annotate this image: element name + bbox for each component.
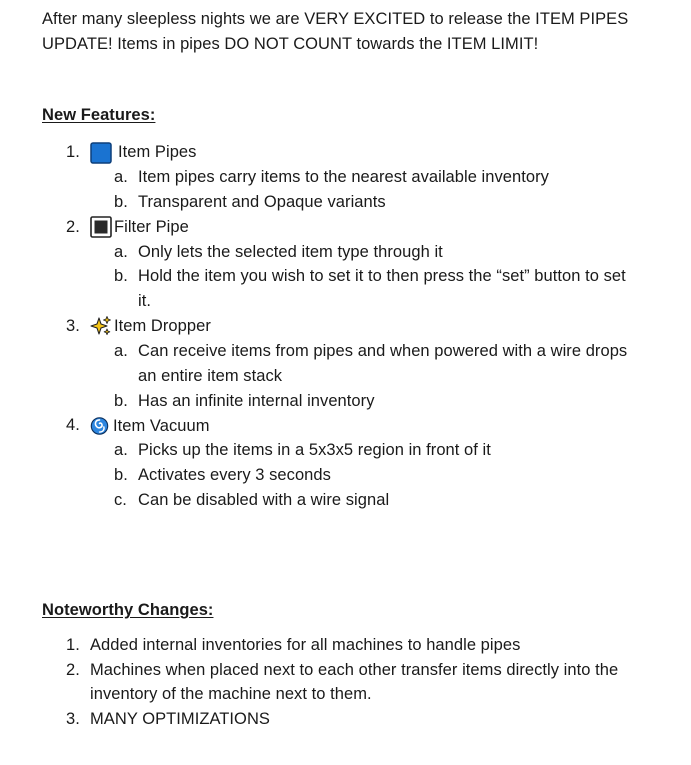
list-item: a. Only lets the selected item type through it — [114, 242, 443, 261]
list-item: b. Hold the item you wish to set it to then press the “set” button to set it. — [114, 267, 626, 311]
list-item: a. Picks up the items in a 5x3x5 region in front of it — [114, 441, 491, 460]
feature-title: Filter Pipe — [114, 217, 189, 236]
list-number: 3. — [66, 709, 80, 728]
sub-list — [114, 339, 642, 413]
blue-square-icon — [90, 142, 112, 164]
list-item: b. Transparent and Opaque variants — [114, 192, 386, 211]
list-item: 1. Added internal inventories for all machines to handle pipes — [42, 633, 642, 658]
list-number: 3. — [66, 316, 80, 335]
new-features-list — [42, 140, 642, 513]
feature-title: Item Pipes — [118, 143, 197, 162]
feature-title: Item Vacuum — [113, 416, 210, 435]
cyclone-icon — [90, 415, 109, 437]
list-number: 2. — [66, 660, 80, 679]
feature-item-vacuum — [42, 413, 642, 512]
list-item: b. Has an infinite internal inventory — [114, 391, 375, 410]
sub-list — [114, 438, 642, 512]
black-square-button-icon — [90, 216, 112, 238]
new-features-heading: New Features: — [42, 106, 156, 124]
list-number: 1. — [66, 636, 80, 654]
intro-paragraph: After many sleepless nights we are VERY EXCITED to release the ITEM PIPES UPDATE! Items in pipes DO NOT COUNT towards the ITEM LIMIT! — [42, 10, 629, 53]
feature-item-dropper — [42, 314, 642, 413]
feature-item-pipes — [42, 140, 642, 215]
list-item: a. Can receive items from pipes and when powered with a wire drops an entire item stack — [114, 341, 628, 385]
feature-title: Item Dropper — [114, 317, 211, 336]
list-item: 3. MANY OPTIMIZATIONS — [42, 707, 642, 732]
list-item: 2. Machines when placed next to each other transfer items directly into the inventory of the machine next to them. — [42, 658, 642, 707]
sub-list — [114, 165, 642, 215]
sub-list — [114, 240, 642, 314]
list-number: 1. — [66, 143, 80, 161]
list-number: 4. — [66, 416, 80, 435]
list-item: b. Activates every 3 seconds — [114, 466, 331, 485]
list-item: a. Item pipes carry items to the nearest available inventory — [114, 168, 549, 186]
list-number: 2. — [66, 217, 80, 236]
feature-filter-pipe — [42, 215, 642, 314]
noteworthy-changes-list — [42, 633, 642, 731]
sparkles-icon — [90, 315, 112, 337]
list-item: c. Can be disabled with a wire signal — [114, 490, 390, 509]
noteworthy-changes-heading: Noteworthy Changes: — [42, 601, 214, 619]
